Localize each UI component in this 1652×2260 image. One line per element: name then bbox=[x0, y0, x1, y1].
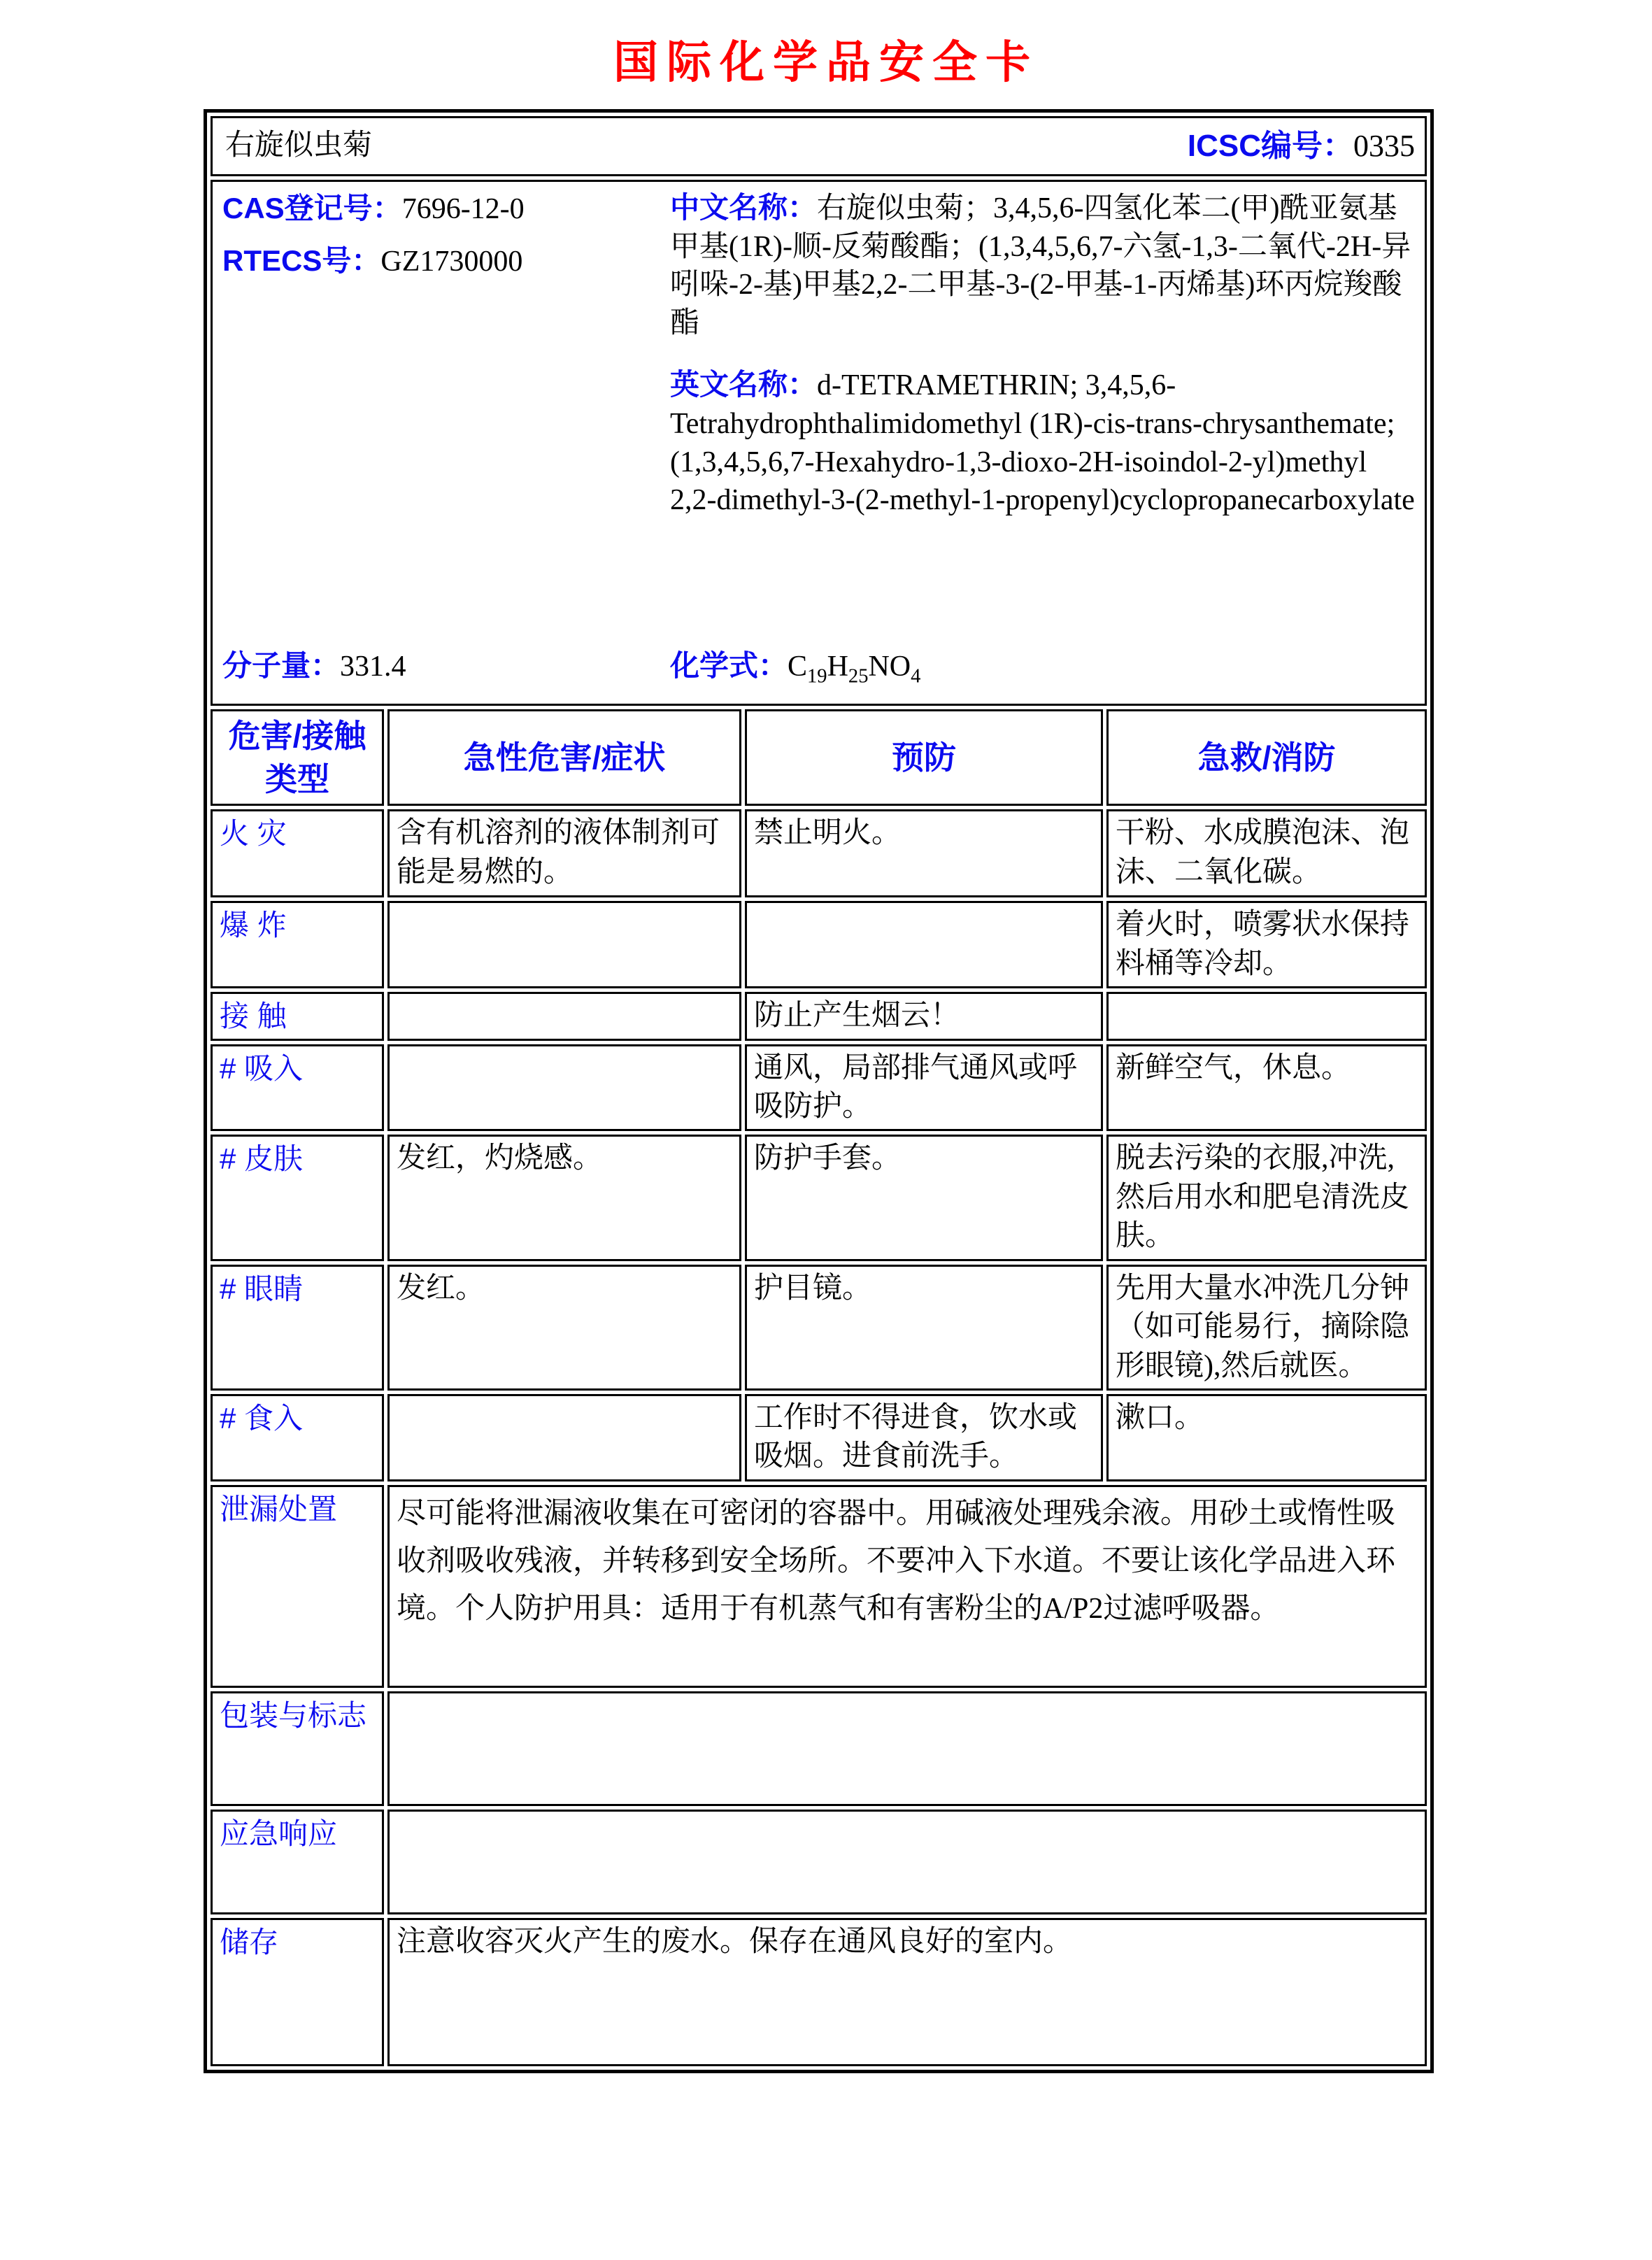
eyes-symptoms-cell: 发红。 bbox=[387, 1265, 741, 1391]
cas-label: CAS登记号： bbox=[222, 192, 402, 225]
emergency-response-row bbox=[211, 1810, 1427, 1914]
chinese-name-text: 右旋似虫菊；3,4,5,6-四氢化苯二(甲)酰亚氨基甲基(1R)-顺-反菊酸酯；(1,3,4,5,6,7-六氢-1,3-二氧代-2H-异吲哚-2-基)甲基2,2-二甲基-3-(2-甲基-1-丙烯基)环丙烷羧酸酯 bbox=[670, 192, 1411, 339]
ingestion-row bbox=[211, 1394, 1427, 1481]
skin-prevention-cell: 防护手套。 bbox=[745, 1135, 1103, 1260]
fire-response-cell: 干粉、水成膜泡沫、泡沫、二氧化碳。 bbox=[1106, 809, 1427, 897]
chinese-name-label: 中文名称： bbox=[670, 191, 818, 224]
explosion-response-cell: 着火时，喷雾状水保持料桶等冷却。 bbox=[1106, 901, 1427, 988]
ingestion-response-cell: 漱口。 bbox=[1106, 1394, 1427, 1481]
header-hazard-exposure-type: 危害/接触类型 bbox=[211, 709, 384, 806]
fire-prevention-cell: 禁止明火。 bbox=[745, 809, 1103, 897]
header-first-aid-fire-fighting: 急救/消防 bbox=[1106, 709, 1427, 806]
identifiers-row bbox=[211, 180, 1427, 706]
spill-disposal-content: 尽可能将泄漏液收集在可密闭的容器中。用碱液处理残余液。用砂土或惰性吸收剂吸收残液，并转移到安全场所。不要冲入下水道。不要让该化学品进入环境。个人防护用具：适用于有机蒸气和有害粉尘的A/P2过滤呼吸器。 bbox=[387, 1485, 1427, 1688]
storage-row bbox=[211, 1918, 1427, 2066]
formula-label: 化学式： bbox=[670, 648, 788, 682]
page-title: 国际化学品安全卡 bbox=[613, 37, 1039, 87]
packaging-labeling-row bbox=[211, 1691, 1427, 1806]
icsc-number: 0335 bbox=[1353, 128, 1415, 163]
cas-value: 7696-12-0 bbox=[401, 193, 525, 225]
contact-row bbox=[211, 992, 1427, 1040]
emergency-response-label: 应急响应 bbox=[211, 1810, 384, 1914]
eyes-response-cell: 先用大量水冲洗几分钟（如可能易行，摘除隐形眼镜),然后就医。 bbox=[1106, 1265, 1427, 1391]
inhalation-prevention-cell: 通风，局部排气通风或呼吸防护。 bbox=[745, 1044, 1103, 1132]
rtecs-label: RTECS号： bbox=[222, 244, 381, 278]
molecular-weight-value: 331.4 bbox=[340, 650, 406, 683]
english-name-label: 英文名称： bbox=[670, 368, 818, 401]
contact-prevention-cell: 防止产生烟云！ bbox=[745, 992, 1103, 1040]
inhalation-response-cell: 新鲜空气，休息。 bbox=[1106, 1044, 1427, 1132]
card-header-row bbox=[211, 116, 1427, 176]
ingestion-row-label: # 食入 bbox=[211, 1394, 384, 1481]
fire-symptoms-cell: 含有机溶剂的液体制剂可能是易燃的。 bbox=[387, 809, 741, 897]
header-prevention: 预防 bbox=[745, 709, 1103, 806]
formula-value: $C_{19}H_{25}NO_4$ bbox=[788, 650, 921, 688]
packaging-labeling-content bbox=[387, 1691, 1427, 1806]
contact-row-label: 接 触 bbox=[211, 992, 384, 1040]
explosion-row-label: 爆 炸 bbox=[211, 901, 384, 988]
storage-label: 储存 bbox=[211, 1918, 384, 2066]
contact-response-cell bbox=[1106, 992, 1427, 1040]
molecular-weight-label: 分子量： bbox=[222, 648, 341, 682]
contact-symptoms-cell bbox=[387, 992, 741, 1040]
chinese-name-paragraph bbox=[670, 189, 1415, 342]
chemical-name: 右旋似虫菊 bbox=[225, 129, 373, 162]
ingestion-symptoms-cell bbox=[387, 1394, 741, 1481]
card-header-cell bbox=[211, 116, 1427, 176]
rtecs-value: GZ1730000 bbox=[380, 246, 523, 278]
storage-content: 注意收容灭火产生的废水。保存在通风良好的室内。 bbox=[387, 1918, 1427, 2066]
hazard-table-header-row bbox=[211, 709, 1427, 806]
eyes-row bbox=[211, 1265, 1427, 1391]
identifiers-cell bbox=[211, 180, 1427, 706]
fire-row bbox=[211, 809, 1427, 897]
packaging-labeling-label: 包装与标志 bbox=[211, 1691, 384, 1806]
skin-row bbox=[211, 1135, 1427, 1260]
inhalation-symptoms-cell bbox=[387, 1044, 741, 1132]
explosion-prevention-cell bbox=[745, 901, 1103, 988]
skin-response-cell: 脱去污染的衣服,冲洗,然后用水和肥皂清洗皮肤。 bbox=[1106, 1135, 1427, 1260]
english-name-text: d-TETRAMETHRIN; 3,4,5,6-Tetrahydrophthalimidomethyl (1R)-cis-trans-chrysanthemate; (1,3,4,5,6,7-Hexahydro-1,3-dioxo-2H-isoindol-2-yl)methyl 2,2-dimethyl-3-(2-methyl-1-propenyl)cyclopropanecarboxylate bbox=[670, 369, 1415, 517]
eyes-row-label: # 眼睛 bbox=[211, 1265, 384, 1391]
spill-disposal-label: 泄漏处置 bbox=[211, 1485, 384, 1688]
explosion-row bbox=[211, 901, 1427, 988]
inhalation-row bbox=[211, 1044, 1427, 1132]
ingestion-prevention-cell: 工作时不得进食，饮水或吸烟。进食前洗手。 bbox=[745, 1394, 1103, 1481]
spill-disposal-row bbox=[211, 1485, 1427, 1688]
header-acute-hazards-symptoms: 急性危害/症状 bbox=[387, 709, 741, 806]
skin-symptoms-cell: 发红，灼烧感。 bbox=[387, 1135, 741, 1260]
emergency-response-content bbox=[387, 1810, 1427, 1914]
skin-row-label: # 皮肤 bbox=[211, 1135, 384, 1260]
explosion-symptoms-cell bbox=[387, 901, 741, 988]
eyes-prevention-cell: 护目镜。 bbox=[745, 1265, 1103, 1391]
safety-card bbox=[204, 109, 1434, 2073]
icsc-label: ICSC编号： bbox=[1187, 128, 1353, 163]
fire-row-label: 火 灾 bbox=[211, 809, 384, 897]
english-name-paragraph bbox=[670, 366, 1415, 519]
inhalation-row-label: # 吸入 bbox=[211, 1044, 384, 1132]
